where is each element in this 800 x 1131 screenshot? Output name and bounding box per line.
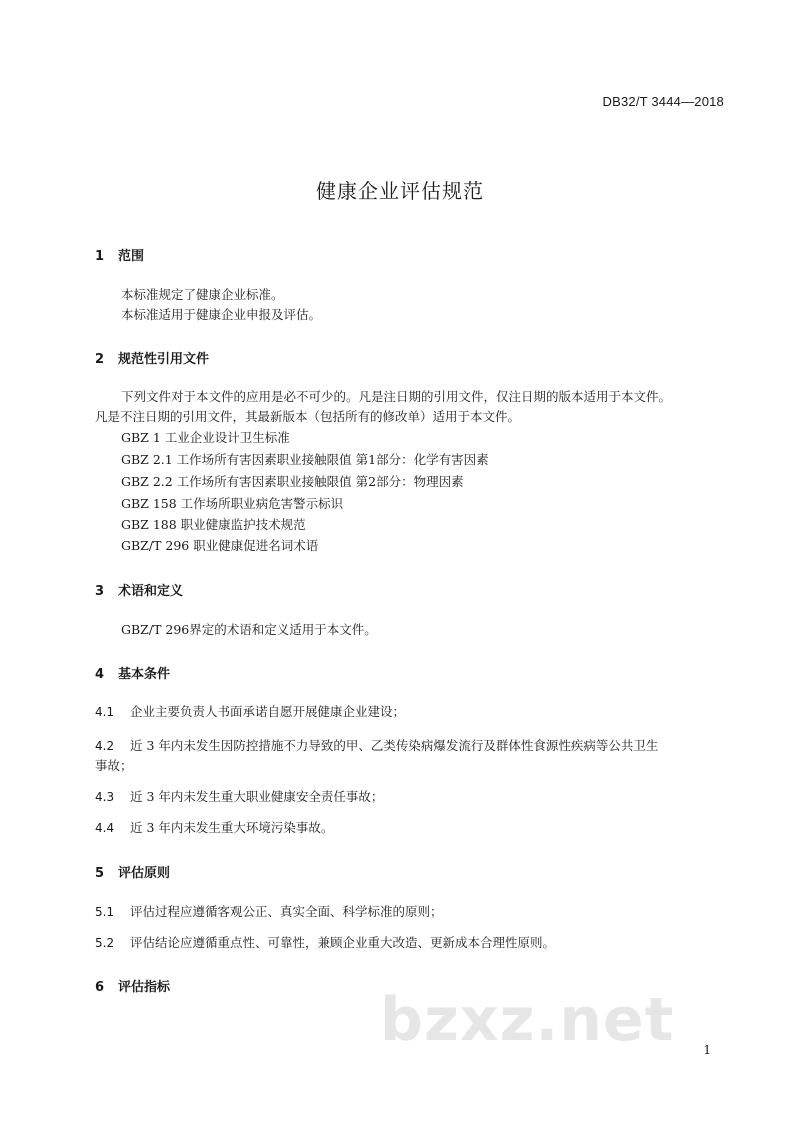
clause-text: 近 3 年内未发生因防控措施不力导致的甲、乙类传染病爆发流行及群体性食源性疾病等公共卫生 <box>130 738 659 753</box>
section-number: 6 <box>95 980 105 995</box>
doc-code: DB32/T 3444—2018 <box>602 94 724 109</box>
section-number: 5 <box>95 866 105 881</box>
clause-4-4 <box>95 817 333 839</box>
clause-number: 4.3 <box>95 790 115 804</box>
clause-text: 评估结论应遵循重点性、可靠性，兼顾企业重大改造、更新成本合理性原则。 <box>130 935 556 950</box>
clause-5-1 <box>95 901 443 923</box>
clause-text: 近 3 年内未发生重大环境污染事故。 <box>130 820 334 835</box>
paragraph: 凡是不注日期的引用文件，其最新版本（包括所有的修改单）适用于本文件。 <box>95 409 521 424</box>
section-title: 评估指标 <box>118 980 171 995</box>
page-title: 健康企业评估规范 <box>316 179 484 203</box>
clause-number: 5.2 <box>95 936 115 950</box>
clause-5-2 <box>95 932 555 954</box>
paragraph: GBZ/T 296界定的术语和定义适用于本文件。 <box>121 622 377 637</box>
clause-number: 5.1 <box>95 905 115 919</box>
reference-item: GBZ 2.2 工作场所有害因素职业接触限值 第2部分：物理因素 <box>121 474 464 489</box>
paragraph: 本标准适用于健康企业申报及评估。 <box>121 307 322 322</box>
section-heading-2 <box>95 348 209 367</box>
clause-text: 企业主要负责人书面承诺自愿开展健康企业建设； <box>130 704 406 719</box>
section-heading-6 <box>95 976 170 995</box>
section-number: 2 <box>95 352 105 367</box>
section-title: 范围 <box>118 249 145 264</box>
paragraph: 下列文件对于本文件的应用是必不可少的。凡是注日期的引用文件，仅注日期的版本适用于本文件。 <box>121 389 672 404</box>
watermark: bzxz.net <box>380 985 675 1055</box>
clause-text: 近 3 年内未发生重大职业健康安全责任事故； <box>130 789 384 804</box>
clause-number: 4.2 <box>95 739 115 753</box>
section-title: 基本条件 <box>118 667 171 682</box>
clause-4-2 <box>95 735 658 757</box>
section-heading-5 <box>95 862 170 881</box>
reference-item: GBZ 158 工作场所职业病危害警示标识 <box>121 496 344 511</box>
clause-number: 4.4 <box>95 821 115 835</box>
section-heading-3 <box>95 580 183 599</box>
paragraph: 本标准规定了健康企业标准。 <box>121 287 284 302</box>
section-title: 术语和定义 <box>118 584 184 599</box>
reference-item: GBZ 2.1 工作场所有害因素职业接触限值 第1部分：化学有害因素 <box>121 452 489 467</box>
section-number: 3 <box>95 584 105 599</box>
reference-item: GBZ 188 职业健康监护技术规范 <box>121 517 306 532</box>
reference-item: GBZ/T 296 职业健康促进名词术语 <box>121 538 319 553</box>
section-heading-1 <box>95 245 144 264</box>
clause-4-3 <box>95 786 383 808</box>
section-number: 1 <box>95 249 105 264</box>
section-heading-4 <box>95 663 170 682</box>
section-title: 评估原则 <box>118 866 171 881</box>
clause-text: 评估过程应遵循客观公正、真实全面、科学标准的原则； <box>130 904 443 919</box>
clause-4-1 <box>95 701 405 723</box>
page-number: 1 <box>703 1043 711 1057</box>
section-title: 规范性引用文件 <box>118 352 210 367</box>
section-number: 4 <box>95 667 105 682</box>
reference-item: GBZ 1 工业企业设计卫生标准 <box>121 430 290 445</box>
clause-number: 4.1 <box>95 705 115 719</box>
clause-continuation: 事故； <box>95 758 133 773</box>
